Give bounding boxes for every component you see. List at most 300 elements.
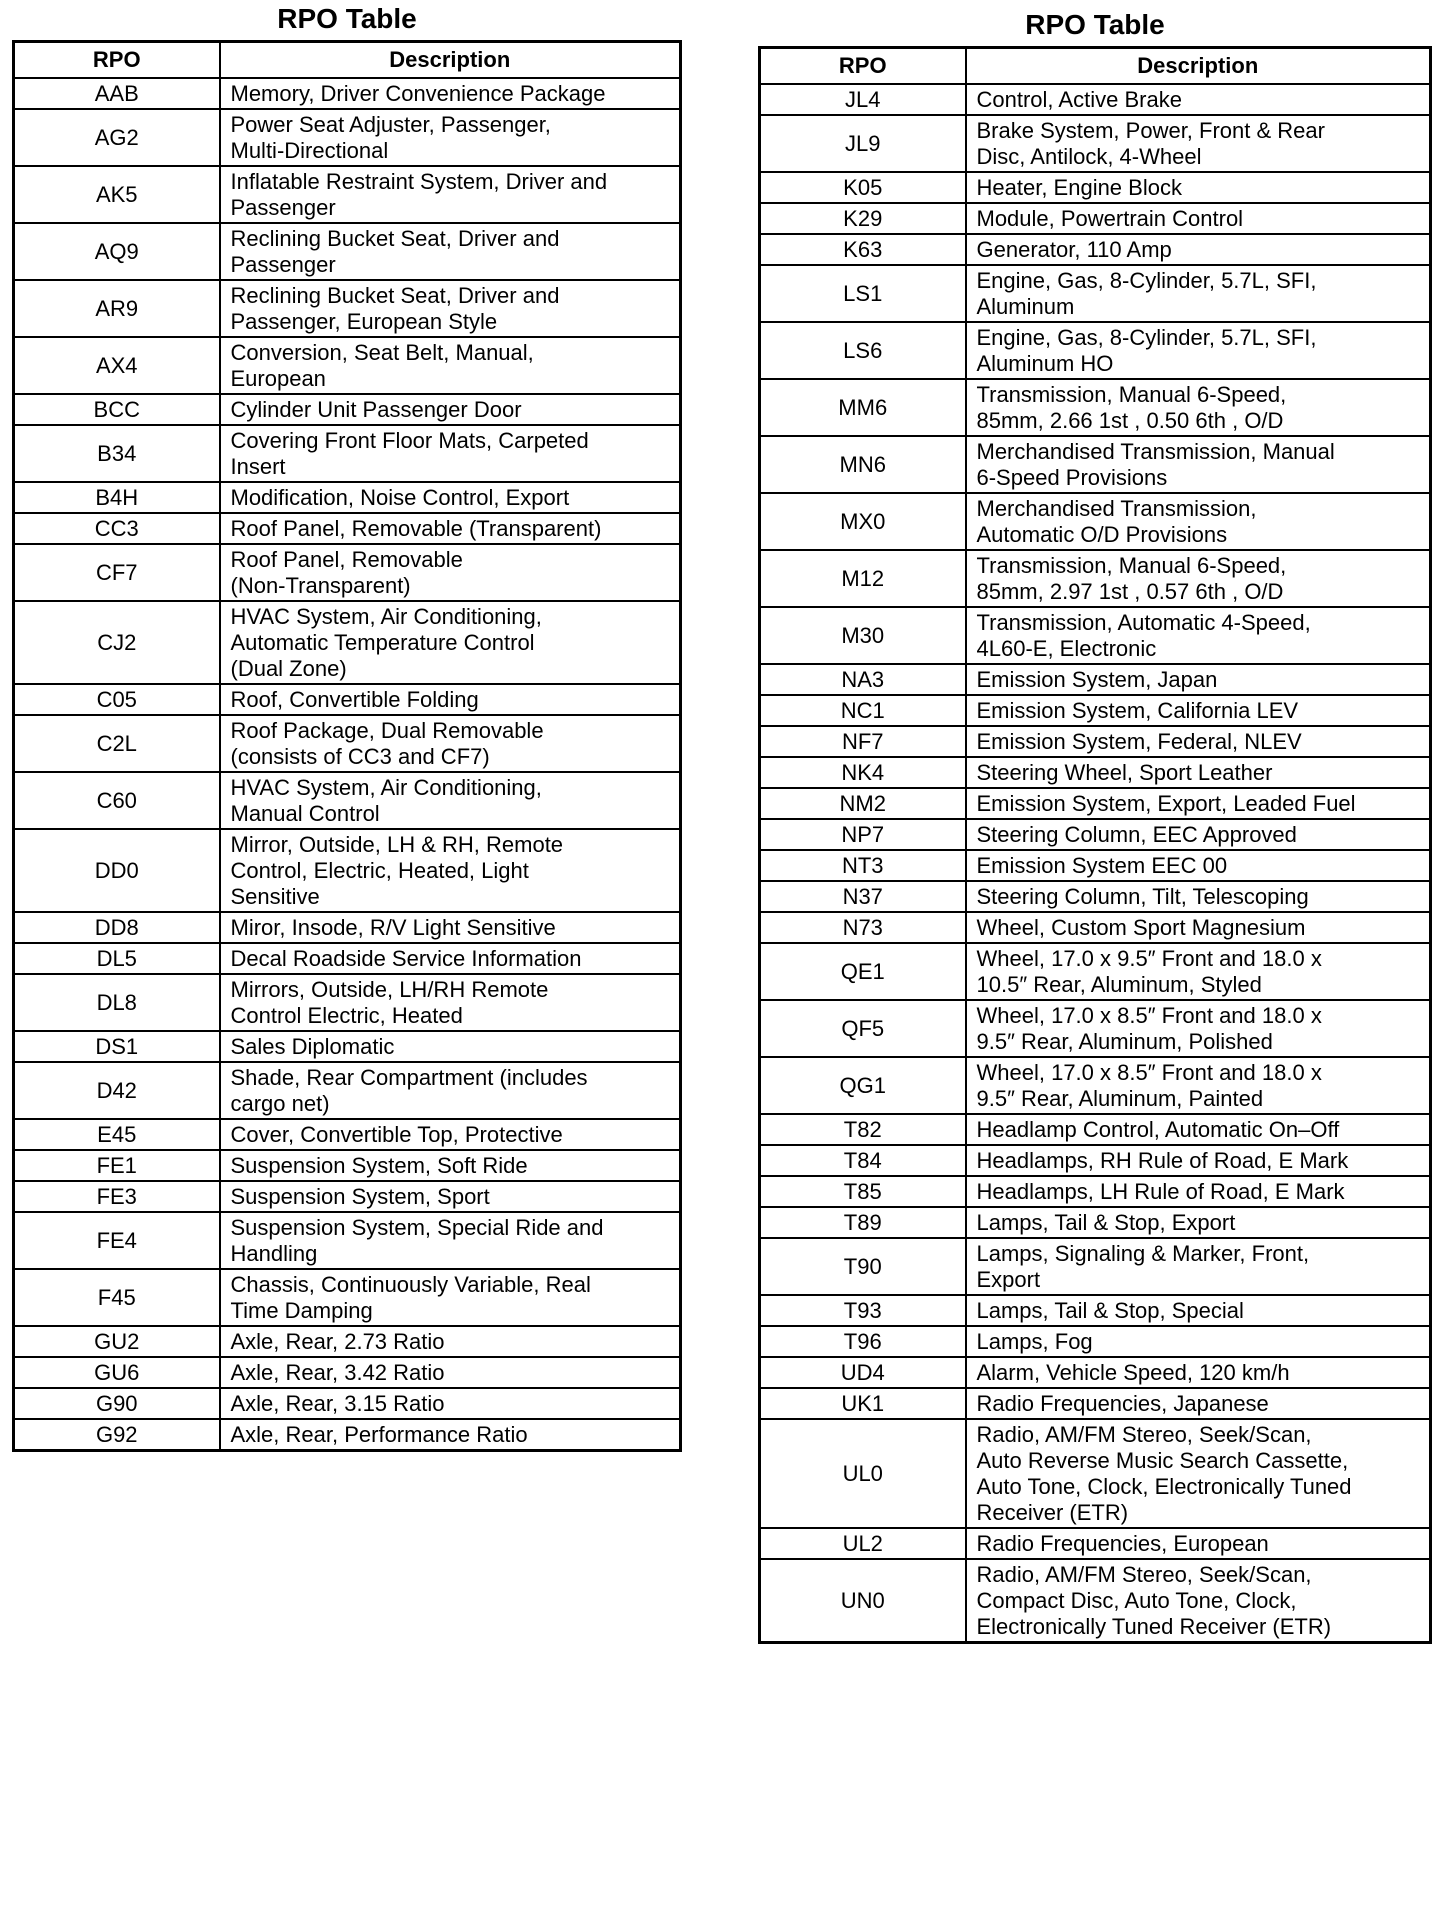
description-cell [220,425,681,482]
description-cell [966,1000,1431,1057]
description-line: Auto Reverse Music Search Cassette, [976,1448,1349,1473]
description-cell [966,322,1431,379]
rpo-code-cell: AG2 [14,109,220,166]
table-row [760,943,1431,1000]
table-row [760,550,1431,607]
table-row [760,1357,1431,1388]
description-cell [220,1326,681,1357]
table-row [760,1207,1431,1238]
description-line: Brake System, Power, Front & Rear [976,118,1325,143]
description-line: Inflatable Restraint System, Driver and [230,169,608,194]
description-line: Aluminum HO [976,351,1114,376]
description-line: (Non-Transparent) [230,573,411,598]
description-cell [966,203,1431,234]
description-line: Reclining Bucket Seat, Driver and [230,226,560,251]
description-line: Emission System, Japan [976,667,1218,692]
rpo-code-cell: QF5 [760,1000,966,1057]
description-cell [966,1326,1431,1357]
table-row [14,684,681,715]
description-cell [966,1419,1431,1528]
description-line: Covering Front Floor Mats, Carpeted [230,428,589,453]
table-row [760,1238,1431,1295]
table-row [14,1419,681,1451]
rpo-code-cell: N73 [760,912,966,943]
left-table-body [14,78,681,1451]
description-cell [220,1150,681,1181]
rpo-code-cell: D42 [14,1062,220,1119]
description-line: Control, Electric, Heated, Light [230,858,529,883]
rpo-code-cell: NP7 [760,819,966,850]
description-line: Lamps, Signaling & Marker, Front, [976,1241,1310,1266]
description-line: Export [976,1267,1041,1292]
table-row [760,1114,1431,1145]
table-row [760,726,1431,757]
description-line: Lamps, Tail & Stop, Export [976,1210,1236,1235]
description-cell [220,78,681,109]
rpo-code-cell: UD4 [760,1357,966,1388]
rpo-code-cell: NK4 [760,757,966,788]
rpo-code-cell: BCC [14,394,220,425]
rpo-code-cell: DL8 [14,974,220,1031]
description-line: Miror, Insode, R/V Light Sensitive [230,915,556,940]
rpo-code-cell: CC3 [14,513,220,544]
right-rpo-table-panel [758,8,1432,1644]
description-cell [220,1357,681,1388]
table-row [14,1388,681,1419]
description-line: Passenger [230,195,336,220]
table-row [14,513,681,544]
description-line: Power Seat Adjuster, Passenger, [230,112,551,137]
description-line: Steering Column, Tilt, Telescoping [976,884,1309,909]
table-row [14,280,681,337]
description-cell [966,493,1431,550]
description-line: HVAC System, Air Conditioning, [230,604,542,629]
description-cell [966,1357,1431,1388]
description-line: 10.5″ Rear, Aluminum, Styled [976,972,1262,997]
description-cell [220,974,681,1031]
description-cell [220,1388,681,1419]
rpo-code-cell: T89 [760,1207,966,1238]
table-row [760,1295,1431,1326]
rpo-code-cell: QG1 [760,1057,966,1114]
rpo-code-cell: GU2 [14,1326,220,1357]
rpo-column-header: RPO [14,42,220,79]
description-line: Radio, AM/FM Stereo, Seek/Scan, [976,1562,1312,1587]
table-row [14,943,681,974]
description-line: Axle, Rear, 3.42 Ratio [230,1360,445,1385]
table-row [760,912,1431,943]
table-row [760,203,1431,234]
table-row [14,337,681,394]
rpo-code-cell: DD0 [14,829,220,912]
rpo-code-cell: K29 [760,203,966,234]
table-row [760,1057,1431,1114]
description-cell [966,695,1431,726]
description-line: Compact Disc, Auto Tone, Clock, [976,1588,1297,1613]
table-row [760,607,1431,664]
rpo-code-cell: MN6 [760,436,966,493]
table-row [14,715,681,772]
description-line: 4L60-E, Electronic [976,636,1157,661]
table-row [760,493,1431,550]
rpo-code-cell: T93 [760,1295,966,1326]
rpo-code-cell: N37 [760,881,966,912]
description-line: Radio, AM/FM Stereo, Seek/Scan, [976,1422,1312,1447]
description-line: Chassis, Continuously Variable, Real [230,1272,591,1297]
table-row [760,788,1431,819]
description-line: cargo net) [230,1091,330,1116]
rpo-code-cell: JL4 [760,84,966,115]
rpo-code-cell: AQ9 [14,223,220,280]
table-row [760,436,1431,493]
rpo-code-cell: K63 [760,234,966,265]
table-row [14,166,681,223]
description-cell [966,943,1431,1000]
description-cell [966,757,1431,788]
description-column-header: Description [220,42,681,79]
rpo-code-cell: LS6 [760,322,966,379]
description-line: Transmission, Manual 6-Speed, [976,553,1287,578]
description-line: Multi-Directional [230,138,389,163]
description-cell [220,1031,681,1062]
table-row [14,1150,681,1181]
description-line: Shade, Rear Compartment (includes [230,1065,588,1090]
rpo-code-cell: G90 [14,1388,220,1419]
table-row [14,223,681,280]
description-line: Decal Roadside Service Information [230,946,582,971]
description-line: Passenger, European Style [230,309,498,334]
rpo-code-cell: NM2 [760,788,966,819]
description-cell [220,1181,681,1212]
table-row [760,1145,1431,1176]
description-line: Roof Panel, Removable (Transparent) [230,516,602,541]
description-line: Roof Panel, Removable [230,547,463,572]
rpo-code-cell: T90 [760,1238,966,1295]
rpo-code-cell: T96 [760,1326,966,1357]
table-row [760,1388,1431,1419]
description-line: Receiver (ETR) [976,1500,1129,1525]
description-line: Modification, Noise Control, Export [230,485,570,510]
description-line: Radio Frequencies, European [976,1531,1269,1556]
table-row [760,1176,1431,1207]
description-line: Cover, Convertible Top, Protective [230,1122,563,1147]
description-cell [220,482,681,513]
description-line: Aluminum [976,294,1075,319]
description-line: Handling [230,1241,318,1266]
description-cell [966,819,1431,850]
table-row [760,695,1431,726]
description-cell [966,1528,1431,1559]
table-row [760,322,1431,379]
table-row [760,664,1431,695]
description-cell [966,1559,1431,1643]
rpo-code-cell: AX4 [14,337,220,394]
rpo-code-cell: C05 [14,684,220,715]
rpo-code-cell: LS1 [760,265,966,322]
description-cell [220,544,681,601]
table-row [14,109,681,166]
description-cell [220,513,681,544]
rpo-code-cell: CJ2 [14,601,220,684]
description-cell [220,337,681,394]
rpo-code-cell: NF7 [760,726,966,757]
description-line: (consists of CC3 and CF7) [230,744,490,769]
rpo-code-cell: GU6 [14,1357,220,1388]
table-row [14,425,681,482]
rpo-code-cell: CF7 [14,544,220,601]
rpo-code-cell: FE4 [14,1212,220,1269]
description-line: 9.5″ Rear, Aluminum, Polished [976,1029,1273,1054]
description-line: 6-Speed Provisions [976,465,1168,490]
description-line: Electronically Tuned Receiver (ETR) [976,1614,1332,1639]
description-line: Emission System, California LEV [976,698,1299,723]
rpo-code-cell: M30 [760,607,966,664]
table-row [14,1181,681,1212]
description-cell [220,1062,681,1119]
description-line: Sensitive [230,884,320,909]
table-row [14,1062,681,1119]
description-cell [220,684,681,715]
description-cell [966,84,1431,115]
description-line: Axle, Rear, Performance Ratio [230,1422,528,1447]
rpo-code-cell: MX0 [760,493,966,550]
description-cell [220,166,681,223]
description-line: Wheel, 17.0 x 8.5″ Front and 18.0 x [976,1003,1322,1028]
rpo-code-cell: T84 [760,1145,966,1176]
description-cell [966,265,1431,322]
table-row [760,172,1431,203]
right-table-title: RPO Table [1025,9,1165,40]
table-row [760,379,1431,436]
description-line: Wheel, 17.0 x 8.5″ Front and 18.0 x [976,1060,1322,1085]
description-line: Merchandised Transmission, Manual [976,439,1335,464]
description-cell [220,943,681,974]
table-row [760,84,1431,115]
description-cell [220,772,681,829]
rpo-code-cell: UK1 [760,1388,966,1419]
rpo-code-cell: NA3 [760,664,966,695]
description-column-header: Description [966,48,1431,85]
description-line: Automatic Temperature Control [230,630,535,655]
description-cell [966,850,1431,881]
table-row [14,912,681,943]
description-line: Steering Column, EEC Approved [976,822,1297,847]
table-row [760,115,1431,172]
description-line: Control, Active Brake [976,87,1182,112]
rpo-code-cell: K05 [760,172,966,203]
table-header-row [760,48,1431,85]
rpo-code-cell: T82 [760,1114,966,1145]
table-row [760,881,1431,912]
rpo-code-cell: AK5 [14,166,220,223]
description-line: Control Electric, Heated [230,1003,463,1028]
description-cell [966,726,1431,757]
rpo-code-cell: JL9 [760,115,966,172]
description-line: Automatic O/D Provisions [976,522,1228,547]
description-line: Headlamp Control, Automatic On–Off [976,1117,1340,1142]
description-cell [220,1419,681,1451]
table-row [760,265,1431,322]
description-line: Transmission, Automatic 4-Speed, [976,610,1311,635]
left-rpo-table-panel [12,2,682,1452]
description-line: Engine, Gas, 8-Cylinder, 5.7L, SFI, [976,268,1317,293]
description-line: Emission System, Federal, NLEV [976,729,1302,754]
description-line: Sales Diplomatic [230,1034,395,1059]
left-table-title: RPO Table [277,3,417,34]
rpo-code-cell: B34 [14,425,220,482]
rpo-code-cell: C2L [14,715,220,772]
rpo-code-cell: T85 [760,1176,966,1207]
rpo-code-cell: DD8 [14,912,220,943]
rpo-code-cell: UL0 [760,1419,966,1528]
description-cell [220,715,681,772]
description-line: Passenger [230,252,336,277]
table-row [14,974,681,1031]
rpo-code-cell: NT3 [760,850,966,881]
description-line: Suspension System, Soft Ride [230,1153,528,1178]
description-cell [220,601,681,684]
description-line: Lamps, Tail & Stop, Special [976,1298,1244,1323]
description-cell [220,1269,681,1326]
description-line: Disc, Antilock, 4-Wheel [976,144,1202,169]
description-cell [966,172,1431,203]
description-line: Lamps, Fog [976,1329,1093,1354]
rpo-code-cell: C60 [14,772,220,829]
table-row [760,757,1431,788]
description-line: Radio Frequencies, Japanese [976,1391,1269,1416]
description-line: Wheel, 17.0 x 9.5″ Front and 18.0 x [976,946,1322,971]
table-row [760,850,1431,881]
table-row [760,819,1431,850]
table-row [14,482,681,513]
description-line: Insert [230,454,286,479]
rpo-code-cell: B4H [14,482,220,513]
description-cell [966,664,1431,695]
table-row [760,234,1431,265]
right-rpo-table [758,46,1432,1644]
description-line: HVAC System, Air Conditioning, [230,775,542,800]
description-line: (Dual Zone) [230,656,347,681]
rpo-code-cell: UN0 [760,1559,966,1643]
description-cell [966,379,1431,436]
description-cell [966,115,1431,172]
table-row [14,544,681,601]
rpo-code-cell: AAB [14,78,220,109]
rpo-code-cell: AR9 [14,280,220,337]
description-line: Cylinder Unit Passenger Door [230,397,522,422]
description-cell [220,1119,681,1150]
table-row [760,1419,1431,1528]
table-row [14,772,681,829]
description-line: Roof, Convertible Folding [230,687,479,712]
table-row [14,829,681,912]
table-row [14,1031,681,1062]
description-cell [966,1057,1431,1114]
table-row [14,1357,681,1388]
rpo-code-cell: FE3 [14,1181,220,1212]
description-line: Headlamps, RH Rule of Road, E Mark [976,1148,1349,1173]
rpo-code-cell: NC1 [760,695,966,726]
description-line: Time Damping [230,1298,373,1323]
description-line: Emission System EEC 00 [976,853,1228,878]
description-line: Axle, Rear, 2.73 Ratio [230,1329,445,1354]
description-line: Axle, Rear, 3.15 Ratio [230,1391,445,1416]
description-line: Conversion, Seat Belt, Manual, [230,340,534,365]
table-row [14,1119,681,1150]
description-line: Heater, Engine Block [976,175,1182,200]
table-row [760,1326,1431,1357]
description-cell [220,223,681,280]
description-cell [966,550,1431,607]
rpo-code-cell: G92 [14,1419,220,1451]
rpo-code-cell: DL5 [14,943,220,974]
description-cell [220,912,681,943]
description-cell [966,912,1431,943]
description-line: Transmission, Manual 6-Speed, [976,382,1287,407]
description-line: Wheel, Custom Sport Magnesium [976,915,1306,940]
rpo-column-header: RPO [760,48,966,85]
rpo-code-cell: FE1 [14,1150,220,1181]
table-row [14,1326,681,1357]
description-line: Emission System, Export, Leaded Fuel [976,791,1356,816]
description-cell [966,1295,1431,1326]
table-row [14,394,681,425]
description-cell [966,881,1431,912]
description-line: Reclining Bucket Seat, Driver and [230,283,560,308]
description-cell [220,109,681,166]
rpo-code-cell: F45 [14,1269,220,1326]
rpo-code-cell: DS1 [14,1031,220,1062]
description-line: Mirrors, Outside, LH/RH Remote [230,977,549,1002]
description-cell [220,1212,681,1269]
description-cell [966,788,1431,819]
description-cell [966,1145,1431,1176]
description-cell [966,607,1431,664]
description-cell [966,1388,1431,1419]
description-line: Alarm, Vehicle Speed, 120 km/h [976,1360,1290,1385]
description-cell [966,1238,1431,1295]
table-header-row [14,42,681,79]
description-line: European [230,366,326,391]
description-cell [220,394,681,425]
description-cell [966,1176,1431,1207]
table-row [14,78,681,109]
description-line: 85mm, 2.66 1st , 0.50 6th , O/D [976,408,1284,433]
description-line: Engine, Gas, 8-Cylinder, 5.7L, SFI, [976,325,1317,350]
description-cell [966,436,1431,493]
left-rpo-table [12,40,682,1452]
table-row [14,601,681,684]
description-line: Steering Wheel, Sport Leather [976,760,1273,785]
rpo-code-cell: E45 [14,1119,220,1150]
description-line: Roof Package, Dual Removable [230,718,544,743]
table-row [760,1559,1431,1643]
description-line: Generator, 110 Amp [976,237,1172,262]
rpo-code-cell: QE1 [760,943,966,1000]
description-line: Module, Powertrain Control [976,206,1244,231]
description-line: Manual Control [230,801,380,826]
description-line: Mirror, Outside, LH & RH, Remote [230,832,564,857]
description-line: Suspension System, Sport [230,1184,490,1209]
table-row [760,1000,1431,1057]
description-cell [966,1207,1431,1238]
description-line: Merchandised Transmission, [976,496,1257,521]
rpo-code-cell: UL2 [760,1528,966,1559]
table-row [14,1212,681,1269]
description-line: Memory, Driver Convenience Package [230,81,606,106]
description-line: Auto Tone, Clock, Electronically Tuned [976,1474,1352,1499]
description-cell [966,234,1431,265]
